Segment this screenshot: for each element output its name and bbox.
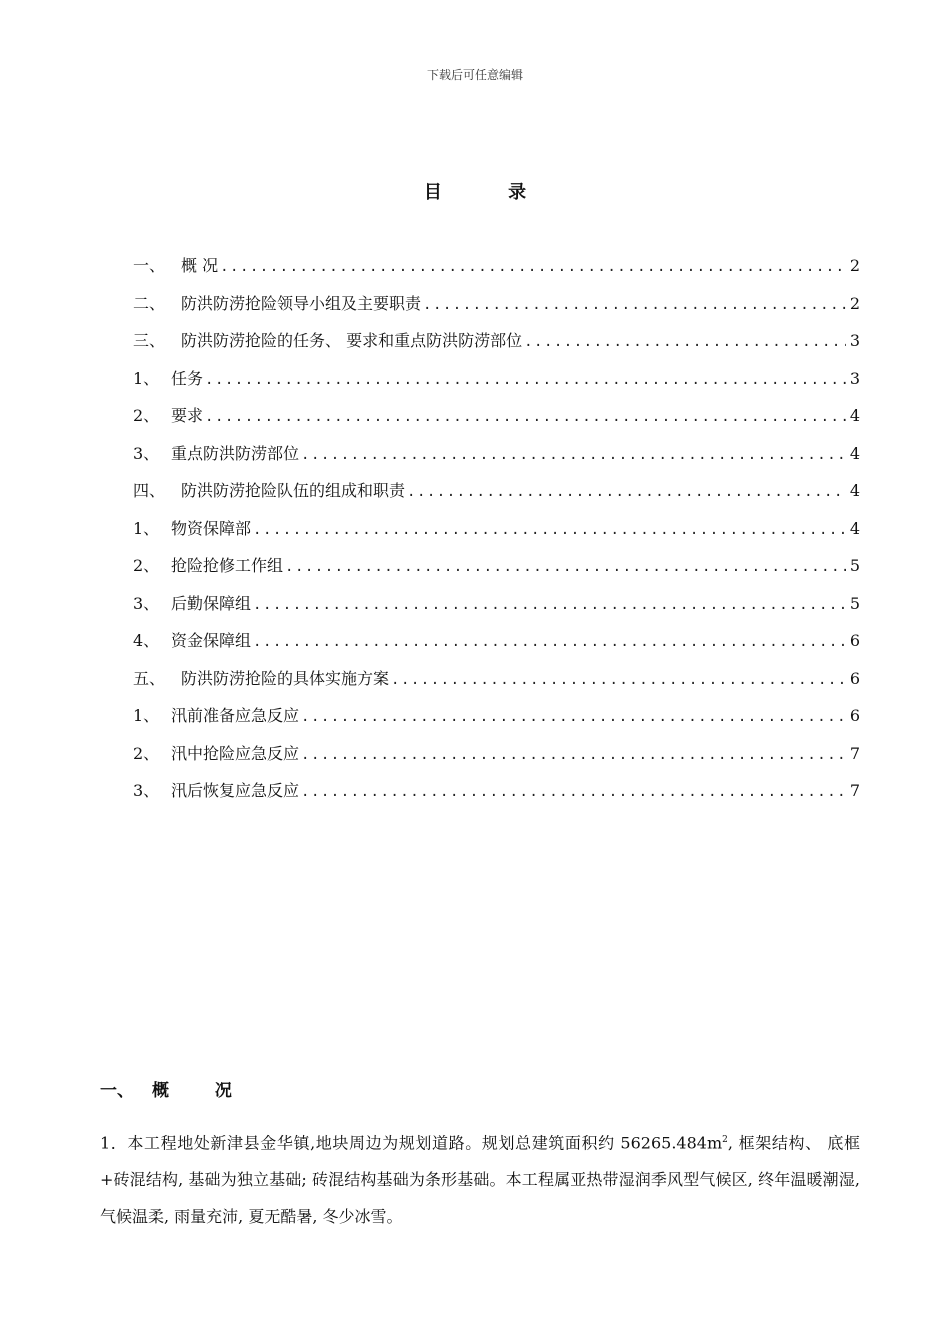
- toc-entry-label: 汛后恢复应急反应: [171, 781, 300, 800]
- toc-dot-leader: [220, 259, 846, 275]
- toc-entry[interactable]: [133, 366, 860, 404]
- toc-dot-leader: [407, 484, 846, 500]
- toc-entry[interactable]: [133, 741, 860, 779]
- area-superscript: 2: [722, 1135, 728, 1145]
- header-note: 下载后可任意编辑: [426, 68, 523, 82]
- toc-entry[interactable]: [133, 628, 860, 666]
- toc-entry-page: 4: [849, 406, 860, 425]
- toc-entry[interactable]: [133, 441, 860, 479]
- toc-dot-leader: [423, 297, 846, 313]
- toc-dot-leader: [391, 672, 846, 688]
- toc-entry[interactable]: [133, 253, 860, 291]
- toc-entry-page: 2: [849, 256, 860, 275]
- overview-paragraph: [100, 1122, 860, 1235]
- toc-entry[interactable]: [133, 478, 860, 516]
- toc-entry-number: 1、: [133, 518, 160, 538]
- toc-entry-label: 防洪防涝抢险领导小组及主要职责: [181, 293, 422, 313]
- toc-entry-number: 1、: [133, 706, 160, 725]
- toc-entry-number: 3、: [133, 593, 160, 613]
- toc-entry-page: 6: [849, 631, 860, 650]
- toc-entry[interactable]: [133, 403, 860, 441]
- toc-entry-page: 4: [849, 518, 860, 538]
- toc-entry-page: 5: [849, 556, 860, 575]
- toc-dot-leader: [285, 559, 846, 575]
- toc-entry-page: 4: [849, 443, 860, 463]
- toc-entry-label: 汛前准备应急反应: [171, 706, 300, 725]
- toc-entry-number: 1、: [133, 368, 160, 388]
- toc-entry-label: 后勤保障组: [171, 593, 252, 613]
- toc-entry-page: 4: [849, 481, 860, 500]
- toc-entry-label: 物资保障部: [171, 518, 252, 538]
- toc-entry-number: 一、: [133, 256, 166, 275]
- toc-title: 目 录: [423, 182, 557, 203]
- toc-entry-number: 2、: [133, 556, 160, 575]
- toc-entry-page: 6: [849, 668, 860, 688]
- toc-dot-leader: [205, 372, 846, 388]
- toc-entry-page: 3: [849, 331, 860, 350]
- toc-dot-leader: [301, 747, 846, 763]
- toc-dot-leader: [253, 597, 846, 613]
- paragraph-text-continued: , 框架结构、 底框+砖混结构, 基础为独立基础; 砖混结构基础为条形基础。本工程属亚热带湿润季风型气候区, 终年温暖潮湿, 气候温柔, 雨量充沛, 夏无酷暑, 冬少冰雪。: [100, 1133, 860, 1227]
- toc-dot-leader: [253, 634, 846, 650]
- toc-entry-number: 3、: [133, 781, 160, 800]
- toc-entry-page: 5: [849, 593, 860, 613]
- toc-entry-number: 2、: [133, 743, 160, 763]
- section-number: 一、: [100, 1081, 134, 1101]
- section-heading: [100, 1076, 252, 1101]
- toc-entry[interactable]: [133, 778, 860, 816]
- toc-entry-number: 3、: [133, 443, 160, 463]
- toc-entry[interactable]: [133, 591, 860, 629]
- toc-entry-label: 概 况: [181, 256, 219, 275]
- toc-dot-leader: [301, 709, 846, 725]
- toc-entry-page: 6: [849, 706, 860, 725]
- toc-entry-label: 汛中抢险应急反应: [171, 743, 300, 763]
- toc-entry[interactable]: [133, 291, 860, 329]
- toc-entry[interactable]: [133, 328, 860, 366]
- toc-entry-label: 防洪防涝抢险的任务、 要求和重点防洪防涝部位: [181, 331, 523, 350]
- toc-entry-label: 任务: [171, 368, 204, 388]
- toc-entry-number: 2、: [133, 406, 160, 425]
- toc-entry-label: 防洪防涝抢险的具体实施方案: [181, 668, 390, 688]
- toc-dot-leader: [301, 447, 846, 463]
- toc-entry[interactable]: [133, 703, 860, 741]
- toc-dot-leader: [524, 334, 846, 350]
- toc-entry[interactable]: [133, 553, 860, 591]
- toc-entry-page: 7: [849, 781, 860, 800]
- toc-entry-number: 五、: [133, 668, 166, 688]
- toc-entry-number: 二、: [133, 293, 166, 313]
- toc-entry[interactable]: [133, 666, 860, 704]
- toc-dot-leader: [301, 784, 846, 800]
- toc-entry-page: 2: [849, 293, 860, 313]
- toc-dot-leader: [205, 409, 846, 425]
- toc-entry-number: 4、: [133, 631, 160, 650]
- toc-entry-page: 3: [849, 368, 860, 388]
- section-title: 概 况: [152, 1081, 252, 1101]
- toc-dot-leader: [253, 522, 846, 538]
- toc-entry-number: 三、: [133, 331, 166, 350]
- toc-entry-label: 要求: [171, 406, 204, 425]
- toc-entry-number: 四、: [133, 481, 166, 500]
- table-of-contents: [133, 253, 860, 816]
- paragraph-text: 1．本工程地处新津县金华镇,地块周边为规划道路。规划总建筑面积约 56265.484m: [100, 1133, 723, 1153]
- toc-entry-label: 资金保障组: [171, 631, 252, 650]
- toc-entry[interactable]: [133, 516, 860, 554]
- toc-entry-label: 重点防洪防涝部位: [171, 443, 300, 463]
- toc-entry-label: 抢险抢修工作组: [171, 556, 284, 575]
- toc-entry-page: 7: [849, 743, 860, 763]
- toc-entry-label: 防洪防涝抢险队伍的组成和职责: [181, 481, 406, 500]
